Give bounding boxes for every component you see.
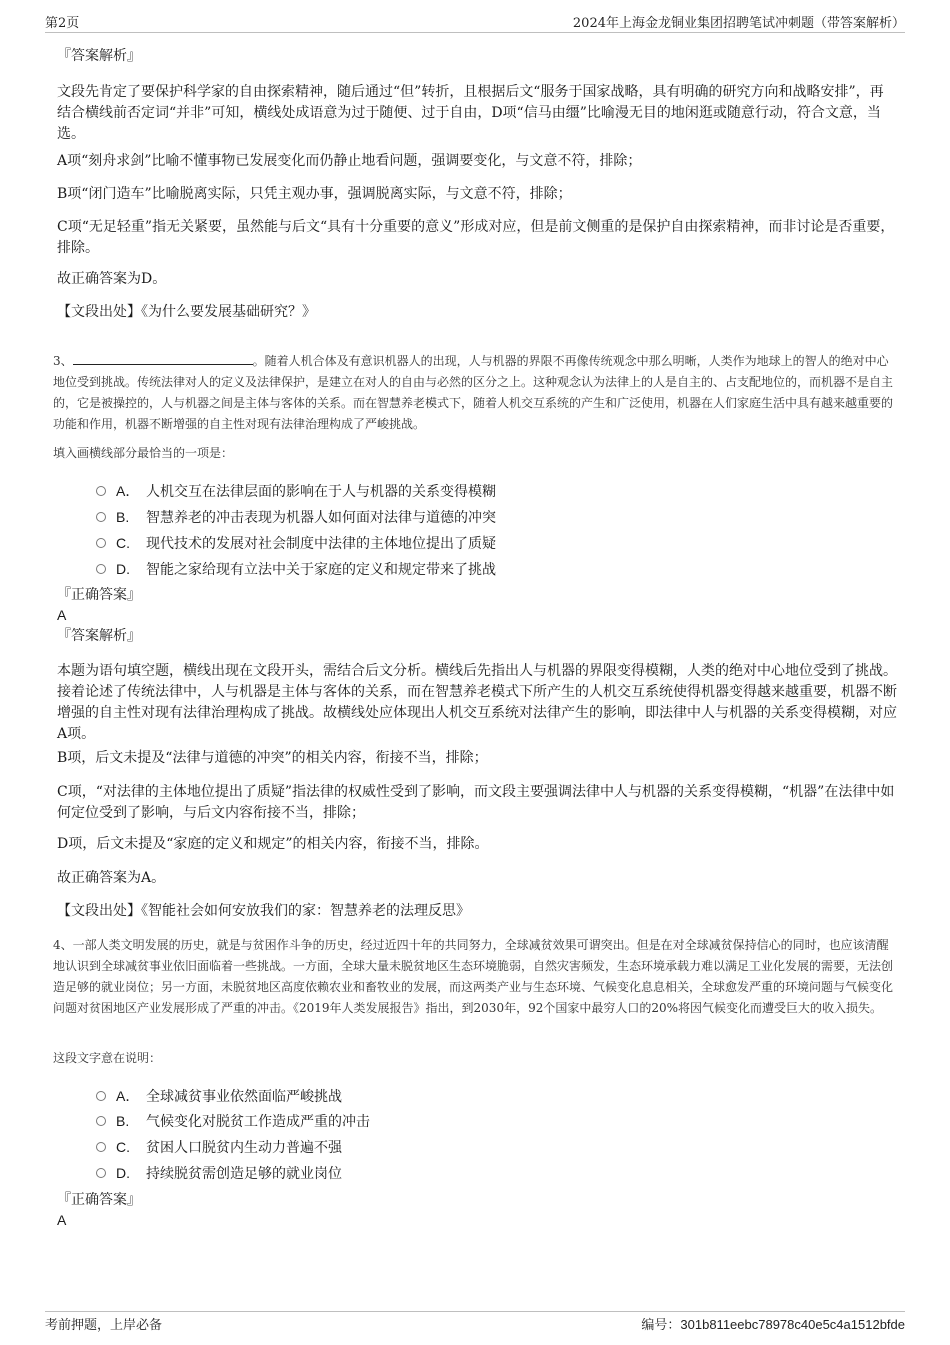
- radio-icon[interactable]: [96, 564, 106, 574]
- option-d[interactable]: D. 持续脱贫需创造足够的就业岗位: [96, 1163, 342, 1184]
- radio-icon[interactable]: [96, 1091, 106, 1101]
- prev-analysis-para: A项“刻舟求剑”比喻不懂事物已发展变化而仍静止地看问题，强调要变化，与文意不符，排除；: [57, 153, 642, 169]
- option-b[interactable]: B. 智慧养老的冲击表现为机器人如何面对法律与道德的冲突: [96, 507, 496, 528]
- analysis-para: 本题为语句填空题，横线出现在文段开头，需结合后文分析。横线后先指出人与机器的界限变得模糊，人类的绝对中心地位受到了挑战。接着论述了传统法律中，人与机器是主体与客体的关系，而在智慧养老模式下所产生的人机交互系统使得机器变得越来越重要，机器不断增强的自主性对现有法律治理构成了挑战。故横线处应体现出人机交互系统对法律产生的影响，即法律中人与机器的关系变得模糊，对应A项。: [57, 663, 897, 742]
- footer-slogan: 考前押题，上岸必备: [45, 1318, 163, 1333]
- analysis-para: B项，后文未提及“法律与道德的冲突”的相关内容，衔接不当，排除；: [57, 750, 488, 766]
- analysis-label: 『答案解析』: [57, 628, 141, 644]
- prev-analysis-para: B项“闭门造车”比喻脱离实际，只凭主观办事，强调脱离实际，与文意不符，排除；: [57, 186, 572, 202]
- radio-icon[interactable]: [96, 486, 106, 496]
- option-a[interactable]: A． 人机交互在法律层面的影响在于人与机器的关系变得模糊: [96, 481, 496, 502]
- analysis-conclusion: 故正确答案为A。: [57, 870, 166, 886]
- answer-value: A: [57, 607, 67, 623]
- option-c[interactable]: C. 贫困人口脱贫内生动力普遍不强: [96, 1137, 342, 1158]
- radio-icon[interactable]: [96, 1116, 106, 1126]
- analysis-source: 【文段出处】《智能社会如何安放我们的家：智慧养老的法理反思》: [57, 903, 470, 919]
- answer-label: 『正确答案』: [57, 1192, 141, 1208]
- question-3-text: 3、 。随着人机合体及有意识机器人的出现，人与机器的界限不再像传统观念中那么明晰，人类作为地球上的智人的绝对中心地位受到挑战。传统法律对人的定义及法律保护，是建立在对人的自由与必然的区分之上。这种观念认为法律上的人是自主的、占支配地位的，而机器不是自主的，它是被操控的，人与机器之间是主体与客体的关系。而在智慧养老模式下，随着人机交互系统的产生和广泛使用，机器在人们家庭生活中具有越来越重要的功能和作用，机器不断增强的自主性对现有法律治理构成了严峻挑战。: [53, 354, 894, 431]
- page-number: 第2页: [45, 16, 80, 31]
- fill-blank: [73, 352, 253, 365]
- prev-source: 【文段出处】《为什么要发展基础研究？》: [57, 304, 316, 320]
- page-header: [45, 12, 905, 32]
- option-d[interactable]: D. 智能之家给现有立法中关于家庭的定义和规定带来了挑战: [96, 559, 496, 580]
- option-b[interactable]: B. 气候变化对脱贫工作造成严重的冲击: [96, 1111, 370, 1132]
- question-3-prompt: 填入画横线部分最恰当的一项是：: [53, 446, 234, 460]
- prev-analysis-label: 『答案解析』: [57, 48, 141, 64]
- radio-icon[interactable]: [96, 512, 106, 522]
- analysis-para: C项，“对法律的主体地位提出了质疑”指法律的权威性受到了影响，而文段主要强调法律中人与机器的关系变得模糊，“机器”在法律中如何定位受到了影响，与后文内容衔接不当，排除；: [57, 784, 895, 821]
- option-c[interactable]: C. 现代技术的发展对社会制度中法律的主体地位提出了质疑: [96, 533, 496, 554]
- document-title: 2024年上海金龙铜业集团招聘笔试冲刺题（带答案解析）: [572, 16, 905, 31]
- option-a[interactable]: A． 全球减贫事业依然面临严峻挑战: [96, 1086, 342, 1107]
- radio-icon[interactable]: [96, 1168, 106, 1178]
- answer-label: 『正确答案』: [57, 587, 141, 603]
- question-4-prompt: 这段文字意在说明：: [53, 1051, 162, 1065]
- document-code: 编号：301b811eebc78978c40e5c4a1512bfde: [641, 1317, 905, 1332]
- answer-value: A: [57, 1212, 67, 1228]
- footer-divider: [45, 1311, 905, 1312]
- prev-analysis-conclusion: 故正确答案为D。: [57, 271, 167, 287]
- analysis-para: D项，后文未提及“家庭的定义和规定”的相关内容，衔接不当，排除。: [57, 836, 489, 852]
- prev-analysis-para: C项“无足轻重”指无关紧要，虽然能与后文“具有十分重要的意义”形成对应，但是前文侧重的是保护自由探索精神，而非讨论是否重要，排除。: [57, 219, 895, 256]
- prev-analysis-para: 文段先肯定了要保护科学家的自由探索精神，随后通过“但”转折，且根据后文“服务于国家战略，具有明确的研究方向和战略安排”，再结合横线前否定词“并非”可知，横线处成语意为过于随便、过于自由，D项“信马由缰”比喻漫无目的地闲逛或随意行动，符合文意，当选。: [57, 84, 884, 142]
- radio-icon[interactable]: [96, 1142, 106, 1152]
- radio-icon[interactable]: [96, 538, 106, 548]
- question-4-text: 4、一部人类文明发展的历史，就是与贫困作斗争的历史，经过近四十年的共同努力，全球减贫效果可谓突出。但是在对全球减贫保持信心的同时，也应该清醒地认识到全球减贫事业依旧面临着一些挑战。一方面，全球大量未脱贫地区生态环境脆弱，自然灾害频发，生态环境承载力难以满足工业化发展的需要，无法创造足够的就业岗位；另一方面，未脱贫地区高度依赖农业和畜牧业的发展，而这两类产业与生态环境、气候变化息息相关，全球愈发严重的环境问题与气候变化问题对贫困地区产业发展形成了严重的冲击。《2019年人类发展报告》指出，到2030年，92个国家中最穷人口的20%将因气候变化而遭受巨大的收入损失。: [53, 938, 894, 1015]
- header-divider: [45, 32, 905, 33]
